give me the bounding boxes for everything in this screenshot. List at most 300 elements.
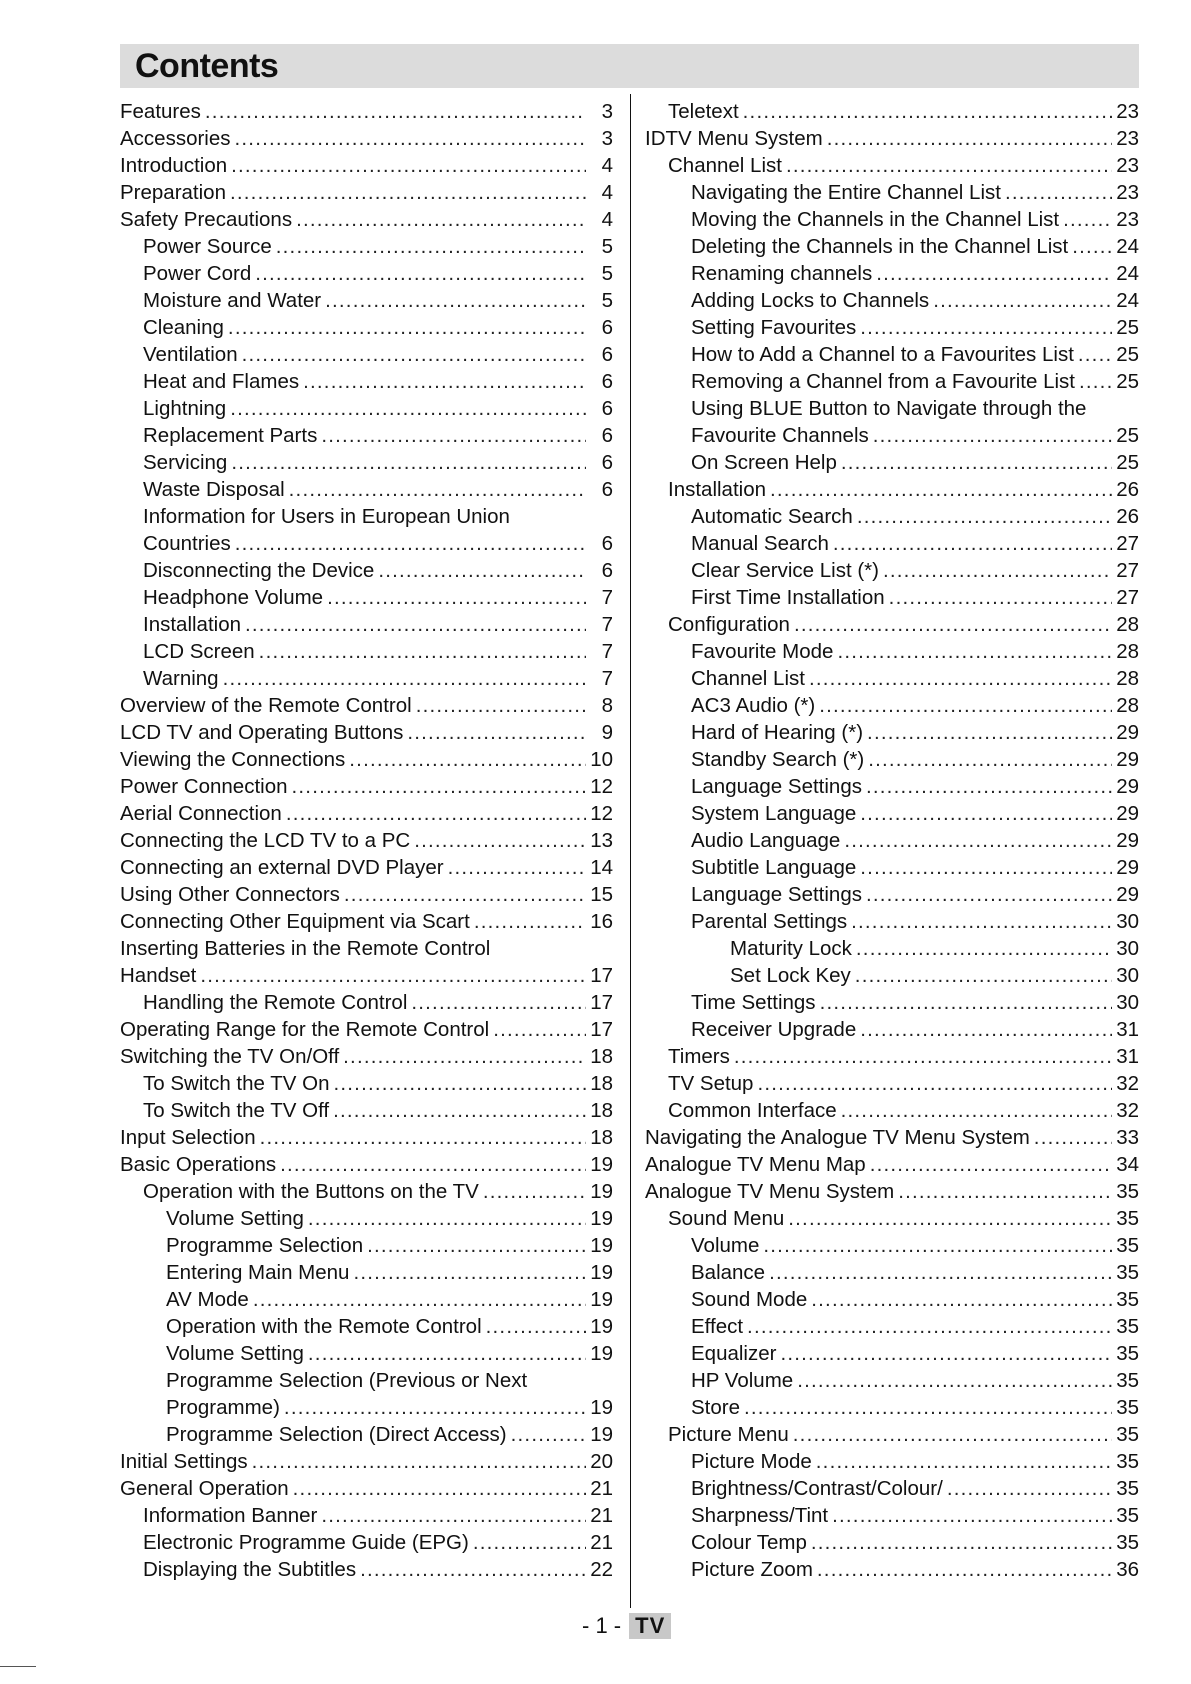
toc-entry [120, 557, 613, 584]
toc-entry-page: 19 [590, 1423, 613, 1446]
toc-entry [120, 665, 613, 692]
toc-dot-leader [860, 1016, 1112, 1043]
toc-entry [645, 287, 1139, 314]
toc-entry [120, 1124, 613, 1151]
toc-entry-label: AV Mode [166, 1288, 249, 1311]
toc-dot-leader [855, 962, 1112, 989]
toc-dot-leader [228, 314, 586, 341]
toc-dot-leader [205, 98, 586, 125]
toc-entry-page: 6 [601, 370, 613, 393]
toc-dot-leader [333, 1070, 586, 1097]
toc-entry [120, 1232, 613, 1259]
toc-entry [120, 449, 613, 476]
toc-entry-page: 25 [1116, 424, 1139, 447]
toc-entry-page: 35 [1116, 1261, 1139, 1284]
toc-entry [120, 233, 613, 260]
toc-dot-leader [794, 611, 1112, 638]
toc-entry [120, 1178, 613, 1205]
toc-entry-page: 7 [601, 667, 613, 690]
toc-dot-leader [841, 449, 1112, 476]
toc-entry-page: 19 [590, 1153, 613, 1176]
toc-entry-label: On Screen Help [691, 451, 837, 474]
toc-right-column [645, 98, 1139, 1583]
toc-dot-leader [483, 1178, 586, 1205]
toc-entry-label: Power Source [143, 235, 272, 258]
toc-entry [645, 881, 1139, 908]
toc-dot-leader [866, 881, 1112, 908]
toc-entry-label: Favourite Mode [691, 640, 834, 663]
toc-dot-leader [280, 1151, 586, 1178]
toc-dot-leader [797, 1367, 1112, 1394]
toc-dot-leader [367, 1232, 586, 1259]
toc-dot-leader [827, 125, 1112, 152]
toc-entry-label: Servicing [143, 451, 228, 474]
toc-entry [645, 233, 1139, 260]
toc-entry-label: Moisture and Water [143, 289, 322, 312]
toc-entry-page: 9 [601, 721, 613, 744]
toc-entry-page: 35 [1116, 1234, 1139, 1257]
toc-dot-leader [360, 1556, 586, 1583]
toc-entry-page: 12 [590, 802, 613, 825]
toc-dot-leader [308, 1205, 586, 1232]
toc-dot-leader [860, 800, 1112, 827]
toc-dot-leader [493, 1016, 586, 1043]
toc-dot-leader [747, 1313, 1112, 1340]
toc-entry-page: 35 [1116, 1342, 1139, 1365]
toc-dot-leader [769, 1259, 1112, 1286]
toc-entry [645, 692, 1139, 719]
toc-entry-page: 31 [1116, 1045, 1139, 1068]
toc-entry-label: Headphone Volume [143, 586, 324, 609]
toc-entry-label: Timers [668, 1045, 730, 1068]
toc-entry [120, 773, 613, 800]
toc-entry-page: 20 [590, 1450, 613, 1473]
toc-entry-page: 19 [590, 1180, 613, 1203]
toc-dot-leader [303, 368, 586, 395]
toc-entry-page: 19 [590, 1396, 613, 1419]
page-title: Contents [135, 47, 279, 85]
toc-entry-label: To Switch the TV Off [143, 1099, 330, 1122]
toc-dot-leader [786, 152, 1112, 179]
toc-entry-label: Programme Selection (Direct Access) [166, 1423, 507, 1446]
toc-dot-leader [811, 1286, 1112, 1313]
toc-dot-leader [1079, 368, 1112, 395]
page-number: - 1 - [582, 1613, 622, 1638]
toc-entry-label: Language Settings [691, 775, 862, 798]
toc-entry-page: 19 [590, 1207, 613, 1230]
toc-entry-label: Inserting Batteries in the Remote Control [120, 937, 491, 960]
toc-dot-leader [296, 206, 586, 233]
toc-entry-label: Sound Mode [691, 1288, 808, 1311]
toc-dot-leader [743, 98, 1112, 125]
toc-dot-leader [230, 395, 586, 422]
toc-entry-page: 3 [601, 100, 613, 123]
toc-entry-label: Accessories [120, 127, 231, 150]
toc-dot-leader [811, 1529, 1112, 1556]
toc-entry-page: 35 [1116, 1450, 1139, 1473]
toc-entry-page: 23 [1116, 100, 1139, 123]
contents-title-bar [120, 44, 1139, 88]
toc-entry [120, 98, 613, 125]
toc-dot-leader [284, 1394, 586, 1421]
toc-entry [120, 1043, 613, 1070]
toc-entry-label: Adding Locks to Channels [691, 289, 930, 312]
toc-entry-label: System Language [691, 802, 857, 825]
toc-entry-label: General Operation [120, 1477, 289, 1500]
toc-dot-leader [770, 476, 1112, 503]
toc-entry-page: 19 [590, 1288, 613, 1311]
toc-dot-leader [293, 1475, 586, 1502]
toc-entry-page: 29 [1116, 802, 1139, 825]
toc-dot-leader [1005, 179, 1112, 206]
toc-entry-page: 36 [1116, 1558, 1139, 1581]
toc-entry-label: Overview of the Remote Control [120, 694, 412, 717]
toc-entry-page: 6 [601, 424, 613, 447]
toc-dot-leader [870, 1151, 1112, 1178]
toc-dot-leader [344, 881, 586, 908]
toc-entry-label: Brightness/Contrast/Colour/ [691, 1477, 943, 1500]
toc-dot-leader [259, 638, 586, 665]
toc-entry-label: Picture Zoom [691, 1558, 813, 1581]
toc-entry-page: 27 [1116, 559, 1139, 582]
toc-entry-page: 25 [1116, 370, 1139, 393]
toc-entry [645, 989, 1139, 1016]
toc-entry [645, 179, 1139, 206]
toc-entry-label: Input Selection [120, 1126, 256, 1149]
toc-entry-label: Programme Selection (Previous or Next [166, 1369, 528, 1392]
toc-entry [120, 881, 613, 908]
toc-entry-label: Power Connection [120, 775, 288, 798]
toc-entry-label: Cleaning [143, 316, 224, 339]
toc-dot-leader [474, 908, 586, 935]
toc-entry-page: 23 [1116, 208, 1139, 231]
toc-entry-page: 8 [601, 694, 613, 717]
toc-entry-page: 19 [590, 1234, 613, 1257]
toc-entry-label: Navigating the Entire Channel List [691, 181, 1001, 204]
toc-entry [120, 1502, 613, 1529]
toc-entry-label: Aerial Connection [120, 802, 282, 825]
toc-entry-label: How to Add a Channel to a Favourites List [691, 343, 1074, 366]
toc-entry [645, 1421, 1139, 1448]
toc-entry-label: Common Interface [668, 1099, 837, 1122]
toc-entry-label: Switching the TV On/Off [120, 1045, 340, 1068]
toc-dot-leader [231, 449, 586, 476]
toc-entry-label: Viewing the Connections [120, 748, 346, 771]
toc-entry-label: Operation with the Remote Control [166, 1315, 482, 1338]
toc-entry-page: 26 [1116, 478, 1139, 501]
toc-entry-page: 25 [1116, 316, 1139, 339]
toc-entry-page: 7 [601, 586, 613, 609]
toc-entry-label: Disconnecting the Device [143, 559, 375, 582]
toc-entry-label: LCD Screen [143, 640, 255, 663]
toc-entry-page: 35 [1116, 1531, 1139, 1554]
toc-entry-label: Entering Main Menu [166, 1261, 350, 1284]
toc-entry-label: Sharpness/Tint [691, 1504, 829, 1527]
toc-entry [645, 1151, 1139, 1178]
toc-entry [645, 611, 1139, 638]
toc-entry-page: 12 [590, 775, 613, 798]
toc-dot-leader [223, 665, 586, 692]
toc-entry-page: 7 [601, 640, 613, 663]
toc-dot-leader [414, 827, 586, 854]
toc-entry [645, 503, 1139, 530]
toc-entry-label: Parental Settings [691, 910, 848, 933]
toc-entry-label: Deleting the Channels in the Channel List [691, 235, 1069, 258]
toc-dot-leader [837, 638, 1112, 665]
toc-entry-page: 15 [590, 883, 613, 906]
toc-entry-page: 35 [1116, 1315, 1139, 1338]
toc-dot-leader [851, 908, 1112, 935]
toc-entry-page: 6 [601, 397, 613, 420]
toc-entry-page: 5 [601, 262, 613, 285]
toc-entry-label: Volume [691, 1234, 760, 1257]
toc-entry-label: Store [691, 1396, 740, 1419]
toc-dot-leader [947, 1475, 1112, 1502]
toc-entry-page: 4 [601, 208, 613, 231]
toc-entry-page: 32 [1116, 1072, 1139, 1095]
toc-entry-label: Installation [143, 613, 242, 636]
toc-entry-page: 18 [590, 1072, 613, 1095]
toc-entry-label: Waste Disposal [143, 478, 285, 501]
toc-entry-label: Handling the Remote Control [143, 991, 408, 1014]
toc-entry [120, 1448, 613, 1475]
toc-entry [645, 1286, 1139, 1313]
toc-entry [645, 476, 1139, 503]
toc-entry-page: 6 [601, 451, 613, 474]
toc-dot-leader [757, 1070, 1112, 1097]
toc-entry [645, 935, 1139, 962]
page-footer [582, 1612, 671, 1640]
toc-entry-label: Replacement Parts [143, 424, 318, 447]
toc-entry-page: 29 [1116, 775, 1139, 798]
toc-entry-label: Warning [143, 667, 219, 690]
toc-dot-leader [841, 1097, 1112, 1124]
toc-dot-leader [873, 422, 1112, 449]
toc-dot-leader [411, 989, 586, 1016]
toc-entry-page: 13 [590, 829, 613, 852]
toc-entry-page: 35 [1116, 1207, 1139, 1230]
toc-entry [120, 422, 613, 449]
toc-entry-label: Configuration [668, 613, 790, 636]
toc-entry-page: 34 [1116, 1153, 1139, 1176]
toc-entry-page: 10 [590, 748, 613, 771]
toc-entry [645, 530, 1139, 557]
toc-entry-page: 28 [1116, 694, 1139, 717]
toc-dot-leader [883, 557, 1112, 584]
toc-entry [645, 1124, 1139, 1151]
toc-entry [645, 341, 1139, 368]
toc-entry-page: 6 [601, 343, 613, 366]
toc-entry [120, 584, 613, 611]
toc-entry-page: 30 [1116, 991, 1139, 1014]
toc-entry-page: 21 [590, 1531, 613, 1554]
toc-entry [645, 1448, 1139, 1475]
toc-dot-leader [289, 476, 586, 503]
toc-dot-leader [820, 989, 1112, 1016]
toc-entry-page: 27 [1116, 532, 1139, 555]
toc-dot-leader [867, 719, 1112, 746]
toc-entry-label: Volume Setting [166, 1207, 304, 1230]
toc-dot-leader [833, 530, 1112, 557]
toc-entry [120, 395, 613, 422]
toc-dot-leader [793, 1421, 1112, 1448]
toc-entry [120, 1286, 613, 1313]
toc-entry [120, 1367, 613, 1394]
toc-entry [120, 1151, 613, 1178]
toc-entry [120, 1205, 613, 1232]
toc-entry-label: Hard of Hearing (*) [691, 721, 864, 744]
toc-entry-label: Using Other Connectors [120, 883, 340, 906]
toc-entry [645, 827, 1139, 854]
toc-entry-page: 29 [1116, 721, 1139, 744]
toc-entry-page: 28 [1116, 667, 1139, 690]
toc-entry-label: Operating Range for the Remote Control [120, 1018, 490, 1041]
toc-dot-leader [868, 746, 1112, 773]
toc-dot-leader [809, 665, 1112, 692]
toc-entry-page: 35 [1116, 1288, 1139, 1311]
toc-entry [120, 746, 613, 773]
toc-dot-leader [378, 557, 586, 584]
toc-entry-label: Installation [668, 478, 767, 501]
toc-dot-leader [416, 692, 586, 719]
toc-entry-label: Subtitle Language [691, 856, 857, 879]
toc-entry-page: 6 [601, 559, 613, 582]
toc-entry-label: Analogue TV Menu Map [645, 1153, 866, 1176]
toc-entry-label: Introduction [120, 154, 228, 177]
toc-entry-page: 28 [1116, 613, 1139, 636]
toc-entry [120, 1340, 613, 1367]
toc-entry [120, 1313, 613, 1340]
toc-entry-label: To Switch the TV On [143, 1072, 330, 1095]
toc-entry-label: Displaying the Subtitles [143, 1558, 357, 1581]
toc-entry [645, 584, 1139, 611]
toc-entry [120, 827, 613, 854]
toc-entry [645, 368, 1139, 395]
toc-entry-label: Features [120, 100, 201, 123]
toc-entry-label: Equalizer [691, 1342, 777, 1365]
toc-entry-label: Moving the Channels in the Channel List [691, 208, 1060, 231]
toc-left-column [120, 98, 613, 1583]
toc-dot-leader [1078, 341, 1112, 368]
toc-entry [645, 260, 1139, 287]
toc-entry [645, 1556, 1139, 1583]
toc-dot-leader [844, 827, 1112, 854]
toc-dot-leader [321, 422, 586, 449]
toc-entry-label: Channel List [691, 667, 805, 690]
toc-entry-label: Handset [120, 964, 197, 987]
toc-entry-label: IDTV Menu System [645, 127, 823, 150]
toc-entry-page: 6 [601, 316, 613, 339]
toc-dot-leader [856, 935, 1112, 962]
toc-entry-label: Favourite Channels [691, 424, 869, 447]
toc-entry-label: Sound Menu [668, 1207, 785, 1230]
toc-dot-leader [286, 800, 586, 827]
toc-dot-leader [486, 1313, 586, 1340]
toc-entry [645, 1367, 1139, 1394]
toc-entry-page: 35 [1116, 1180, 1139, 1203]
toc-entry [645, 395, 1139, 422]
toc-entry [645, 1313, 1139, 1340]
toc-entry [645, 800, 1139, 827]
toc-entry [645, 1502, 1139, 1529]
toc-entry-page: 35 [1116, 1504, 1139, 1527]
toc-entry-page: 14 [590, 856, 613, 879]
toc-entry-label: Colour Temp [691, 1531, 807, 1554]
toc-entry-label: Electronic Programme Guide (EPG) [143, 1531, 469, 1554]
toc-entry-label: Picture Mode [691, 1450, 812, 1473]
toc-entry-label: Balance [691, 1261, 766, 1284]
toc-dot-leader [327, 584, 586, 611]
toc-entry-page: 18 [590, 1099, 613, 1122]
toc-entry-page: 29 [1116, 829, 1139, 852]
toc-entry [120, 476, 613, 503]
toc-entry-label: Receiver Upgrade [691, 1018, 857, 1041]
toc-entry-label: Heat and Flames [143, 370, 300, 393]
toc-entry-label: Ventilation [143, 343, 238, 366]
toc-entry [645, 1340, 1139, 1367]
toc-dot-leader [876, 260, 1112, 287]
toc-entry [120, 530, 613, 557]
toc-dot-leader [744, 1394, 1112, 1421]
toc-dot-leader [252, 1448, 586, 1475]
toc-dot-leader [1072, 233, 1112, 260]
toc-dot-leader [832, 1502, 1112, 1529]
toc-entry-page: 16 [590, 910, 613, 933]
toc-dot-leader [473, 1529, 586, 1556]
toc-entry [120, 341, 613, 368]
toc-entry-label: Volume Setting [166, 1342, 304, 1365]
toc-entry-page: 19 [590, 1261, 613, 1284]
toc-entry [120, 638, 613, 665]
toc-entry-page: 24 [1116, 289, 1139, 312]
toc-entry [120, 1529, 613, 1556]
toc-entry-page: 32 [1116, 1099, 1139, 1122]
toc-dot-leader [857, 503, 1112, 530]
toc-entry [120, 800, 613, 827]
toc-dot-leader [353, 1259, 586, 1286]
toc-dot-leader [292, 773, 586, 800]
toc-entry-label: Teletext [668, 100, 739, 123]
toc-entry [120, 179, 613, 206]
toc-entry-page: 35 [1116, 1369, 1139, 1392]
toc-entry-page: 6 [601, 478, 613, 501]
toc-entry-label: AC3 Audio (*) [691, 694, 816, 717]
toc-entry [645, 746, 1139, 773]
toc-entry-label: LCD TV and Operating Buttons [120, 721, 404, 744]
toc-dot-leader [235, 530, 586, 557]
toc-entry-label: Removing a Channel from a Favourite List [691, 370, 1075, 393]
toc-entry-page: 23 [1116, 127, 1139, 150]
toc-entry [120, 1016, 613, 1043]
toc-entry [645, 1043, 1139, 1070]
toc-entry [645, 314, 1139, 341]
toc-dot-leader [788, 1205, 1112, 1232]
toc-dot-leader [1063, 206, 1112, 233]
toc-entry-page: 21 [590, 1504, 613, 1527]
toc-entry-page: 35 [1116, 1423, 1139, 1446]
toc-entry-page: 25 [1116, 343, 1139, 366]
toc-entry-label: Standby Search (*) [691, 748, 865, 771]
toc-dot-leader [734, 1043, 1112, 1070]
toc-dot-leader [407, 719, 586, 746]
toc-entry-label: Countries [143, 532, 231, 555]
toc-entry-label: Information for Users in European Union [143, 505, 510, 528]
toc-entry [120, 1556, 613, 1583]
toc-entry-label: Renaming channels [691, 262, 873, 285]
toc-entry [645, 854, 1139, 881]
tv-badge: TV [629, 1613, 671, 1639]
toc-dot-leader [235, 125, 586, 152]
